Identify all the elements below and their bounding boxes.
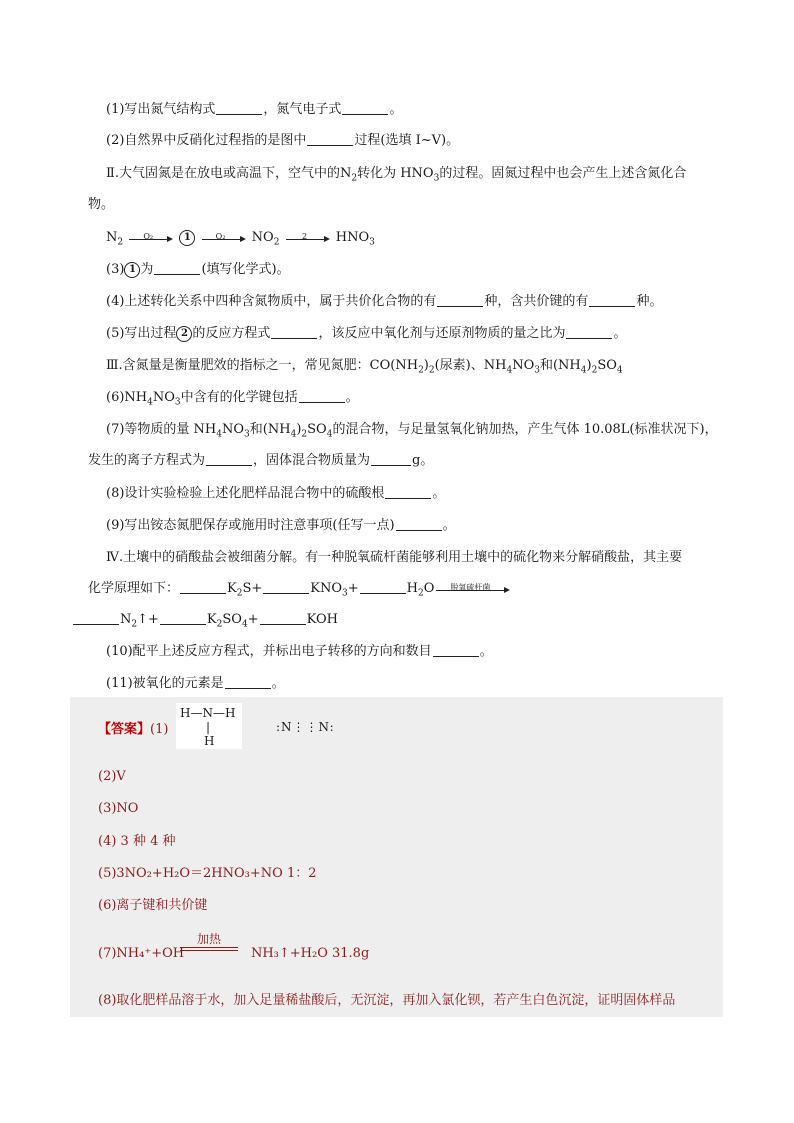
answer-8: (8)取化肥样品溶于水，加入足量稀盐酸后，无沉淀，再加入氯化钡，若产生白色沉淀，证明固体样品: [98, 993, 676, 1008]
answer-blank[interactable]: [216, 100, 262, 115]
question-6: $(6)NH_4NO_3$中含有的化学键包括 。: [106, 390, 359, 408]
answer-blank[interactable]: [73, 610, 119, 625]
heating-condition: 加热: [180, 932, 238, 951]
answer-blank[interactable]: [154, 260, 200, 275]
answer-blank[interactable]: [299, 388, 345, 403]
question-5: (5)写出过程 2 的反应方程式 ，该反应中氧化剂与还原剂物质的量之比为 。: [106, 326, 627, 341]
answer-7: (7)NH₄⁺+OH⁻ NH₃↑+H₂O 31.8g: [98, 946, 370, 961]
answer-blank[interactable]: [566, 324, 612, 339]
section-3-intro: Ⅲ.含氮量是衡量肥效的指标之一，常见氮肥：$CO(NH_2)_2$(尿素)、$NH_4NO_3$和$(NH_4)_2SO_4$: [106, 358, 623, 376]
answer-blank[interactable]: [271, 324, 317, 339]
structural-formula: H—N—H | H: [176, 703, 242, 749]
answer-blank[interactable]: [180, 579, 226, 594]
circled-number: 1: [124, 262, 140, 278]
answer-3: (3)NO: [98, 801, 139, 816]
answer-blank[interactable]: [263, 579, 309, 594]
question-3: (3) 1 为 (填写化学式)。: [106, 262, 290, 277]
answer-blank[interactable]: [385, 484, 431, 499]
answer-blank[interactable]: [360, 579, 406, 594]
reaction-flow: $N_2$ O₂ 1 O₂ $NO_2$ 2 $HNO_3$: [106, 230, 375, 248]
question-11: (11)被氧化的元素是 。: [106, 676, 285, 691]
arrow-icon: 脱氧硫杆菌: [436, 582, 510, 596]
answer-2: (2)V: [98, 769, 126, 784]
section-2-intro: Ⅱ.大气固氮是在放电或高温下，空气中的$N_2$转化为 $HNO_3$的过程。固氮过程中也会产生上述含氮化合: [106, 166, 687, 184]
answer-5: (5)3NO₂+H₂O＝2HNO₃+NO 1：2: [98, 866, 317, 881]
question-7-cont: 发生的离子方程式为 ，固体混合物质量为 g。: [88, 453, 434, 468]
arrow-icon: 2: [286, 231, 330, 245]
answer-1: 【答案】(1): [98, 722, 169, 737]
electron-formula: :N⋮⋮N:: [276, 720, 335, 734]
arrow-icon: O₂: [129, 231, 173, 245]
question-2: (2)自然界中反硝化过程指的是图中 过程(选填 Ⅰ~Ⅴ)。: [106, 133, 460, 148]
equation-line-1: 化学原理如下： $K_2S+ KNO_3+ H_2O$ 脱氧硫杆菌: [88, 579, 512, 599]
question-4: (4)上述转化关系中四种含氮物质中，属于共价化合物的有 种，含共价键的有 种。: [106, 294, 663, 309]
answer-6: (6)离子键和共价键: [98, 898, 208, 913]
question-1: (1)写出氮气结构式 ，氮气电子式 。: [106, 102, 403, 117]
question-8: (8)设计实验检验上述化肥样品混合物中的硫酸根 。: [106, 486, 446, 501]
answer-blank[interactable]: [342, 100, 388, 115]
answer-4: (4) 3 种 4 种: [98, 834, 176, 849]
answer-blank[interactable]: [206, 451, 252, 466]
answer-blank[interactable]: [589, 292, 635, 307]
question-10: (10)配平上述反应方程式，并标出电子转移的方向和数目 。: [106, 644, 493, 659]
question-9: (9)写出铵态氮肥保存或施用时注意事项(任写一点) 。: [106, 518, 456, 533]
equation-line-2: $N_2↑+ K_2SO_4+$ KOH: [72, 610, 338, 630]
section-2-intro-cont: 物。: [88, 197, 115, 212]
answer-blank[interactable]: [371, 451, 411, 466]
answer-blank[interactable]: [160, 610, 206, 625]
answer-blank[interactable]: [307, 131, 353, 146]
answer-blank[interactable]: [433, 642, 479, 657]
answer-section: [70, 697, 723, 1017]
answer-blank[interactable]: [260, 610, 306, 625]
answer-blank[interactable]: [437, 292, 483, 307]
question-7: (7)等物质的量 $NH_4NO_3$和$(NH_4)_2SO_4$的混合物，与足量氢氧化钠加热，产生气体 10.08L(标准状况下)，: [106, 422, 718, 440]
section-4-intro: Ⅳ.土壤中的硝酸盐会被细菌分解。有一种脱氧硫杆菌能够利用土壤中的硫化物来分解硝酸盐，其主要: [106, 550, 683, 565]
answer-tag: 【答案】: [98, 722, 151, 737]
arrow-icon: O₂: [202, 231, 246, 245]
answer-blank[interactable]: [225, 674, 271, 689]
circled-number: 1: [179, 230, 195, 246]
circled-number: 2: [176, 326, 192, 342]
answer-blank[interactable]: [396, 516, 442, 531]
